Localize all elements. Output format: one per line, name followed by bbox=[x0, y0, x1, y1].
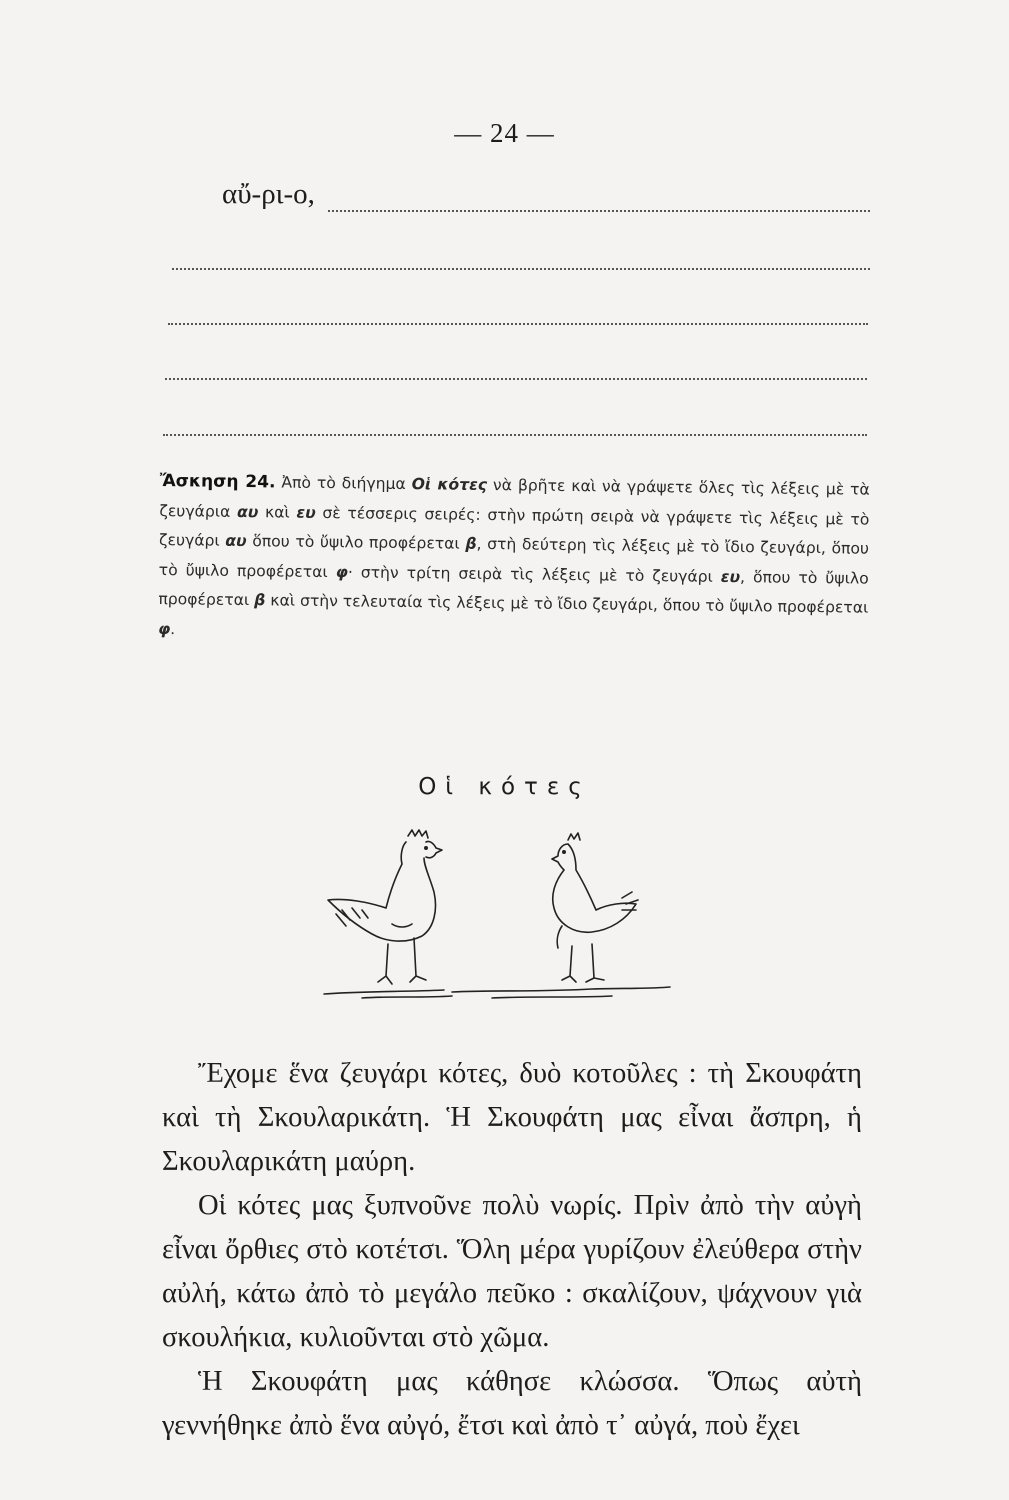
exercise-text: , ὅπου τὸ ὔψιλο προφέρεται bbox=[158, 567, 869, 610]
letter-pair: ευ bbox=[296, 503, 316, 522]
story-reference: Οἱ κότες bbox=[411, 475, 488, 494]
answer-line-5 bbox=[163, 434, 867, 436]
exercise-text: , στὴ δεύτερη τὶς λέξεις μὲ τὸ ἴδιο ζευγάρι, ὅπου τὸ ὔψιλο προφέρεται bbox=[158, 534, 870, 581]
ground-line bbox=[324, 987, 670, 994]
answer-line-1 bbox=[328, 210, 870, 212]
exercise-text: · στὴν τρίτη σειρὰ τὶς λέξεις μὲ τὸ ζευγάρι bbox=[347, 562, 714, 586]
story-title: Οἱ κότες bbox=[418, 774, 591, 800]
hen-left-icon bbox=[328, 830, 442, 984]
story-paragraph: Ἡ Σκουφάτη μας κάθησε κλώσσα. Ὅπως αὐτὴ γεννήθηκε ἀπὸ ἕνα αὐγό, ἔτσι καὶ ἀπὸ τ᾽ αὐγά, ποὺ ἔχει bbox=[162, 1366, 862, 1441]
exercise-instructions bbox=[158, 467, 870, 653]
letter-pair: αυ bbox=[225, 531, 247, 551]
story-paragraph: Ἔχομε ἕνα ζευγάρι κότες, δυὸ κοτοῦλες : τὴ Σκουφάτη καὶ τὴ Σκουλαρικάτη. Ἡ Σκουφάτη μας εἶναι ἄσπρη, ἡ Σκουλαρικάτη μαύρη. bbox=[162, 1058, 862, 1177]
answer-line-2 bbox=[172, 268, 870, 270]
hen-right-icon bbox=[552, 833, 638, 982]
exercise-label: Ἄσκηση 24. bbox=[159, 470, 276, 493]
exercise-text: καὶ στὴν τελευταία τὶς λέξεις μὲ τὸ ἴδιο ζευγάρι, ὅπου τὸ ὔψιλο προφέρεται bbox=[270, 591, 869, 617]
page-number: — 24 — bbox=[454, 118, 555, 148]
letter-sound: φ bbox=[335, 562, 349, 581]
letter-pair: αυ bbox=[236, 502, 259, 521]
exercise-text: καὶ bbox=[264, 502, 290, 522]
exercise-text: . bbox=[170, 619, 176, 638]
story-text bbox=[162, 1052, 862, 1448]
exercise-text: νὰ βρῆτε καὶ νὰ γράψετε ὅλες τὶς λέξεις μὲ τὰ ζευγάρια bbox=[159, 476, 870, 521]
syllabified-word: αὔ-ρι-ο, bbox=[222, 178, 315, 210]
exercise-text: ὅπου τὸ ὔψιλο προφέρεται bbox=[252, 532, 460, 553]
letter-sound: β bbox=[254, 591, 266, 610]
letter-sound: φ bbox=[157, 619, 171, 638]
letter-pair: ευ bbox=[720, 567, 741, 586]
exercise-text: σὲ τέσσερις σειρές: στὴν πρώτη σειρὰ νὰ γράψετε τὶς λέξεις μὲ τὸ ζευγάρι bbox=[158, 503, 870, 550]
story-paragraph: Οἱ κότες μας ξυπνοῦνε πολὺ νωρίς. Πρὶν ἀπὸ τὴν αὐγὴ εἶναι ὄρθιες στὸ κοτέτσι. Ὅλη μέρα γυρίζουν ἐλεύθερα στὴν αὐλή, κάτω ἀπὸ τὸ μεγάλο πεῦκο : σκαλίζουν, ψάχνουν γιὰ σκουλήκια, κυλιοῦνται στὸ χῶμα. bbox=[162, 1190, 862, 1353]
answer-line-4 bbox=[165, 378, 867, 380]
answer-line-3 bbox=[168, 323, 868, 325]
letter-sound: β bbox=[465, 534, 477, 553]
exercise-text: Ἀπὸ τὸ διήγημα bbox=[281, 473, 406, 494]
hens-illustration bbox=[322, 828, 682, 1008]
